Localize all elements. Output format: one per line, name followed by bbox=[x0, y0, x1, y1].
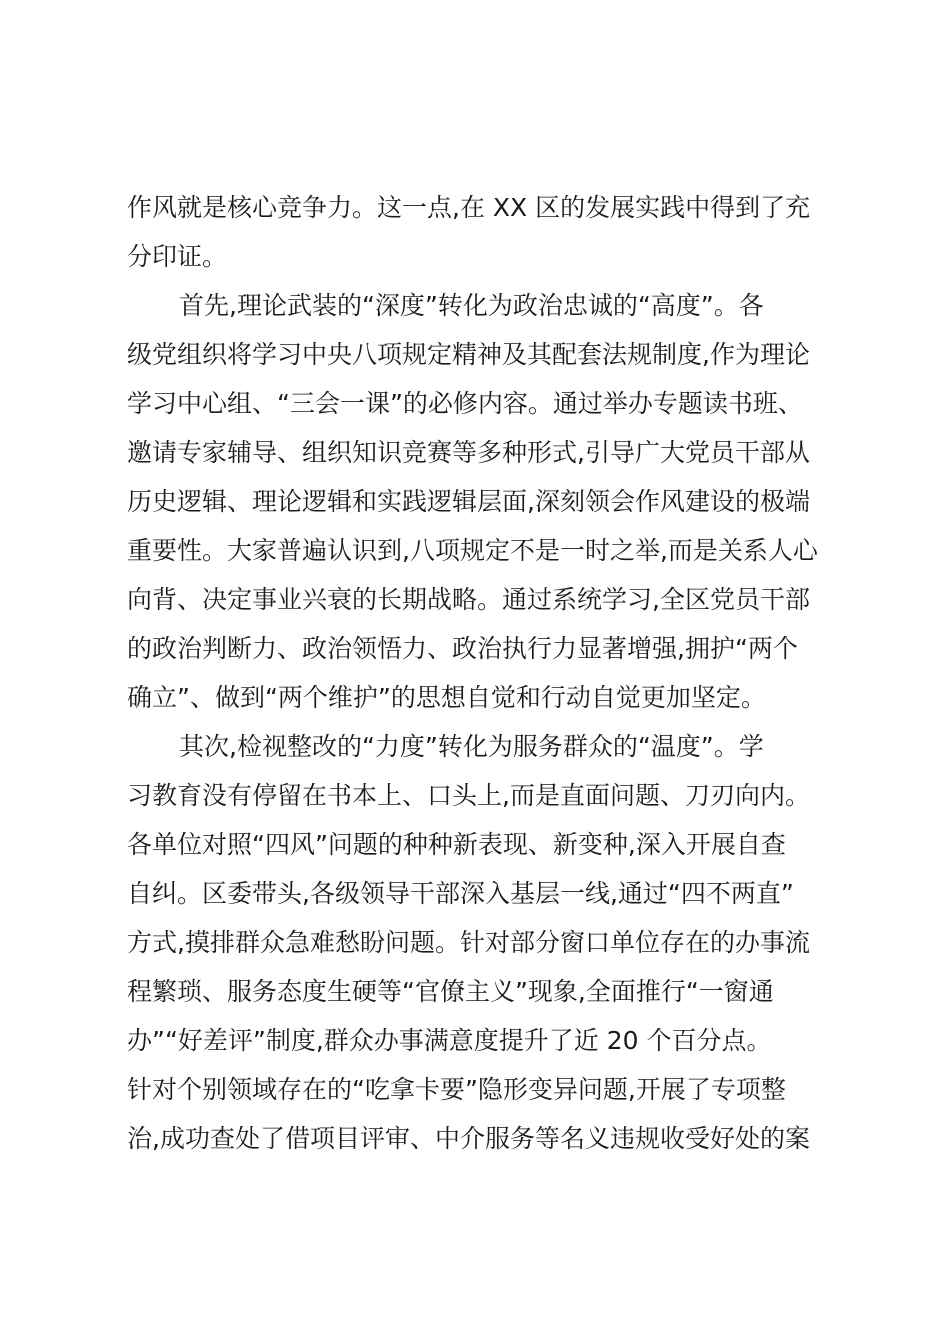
paragraph-first-line: 其次,检视整改的“力度”转化为服务群众的“温度”。学 bbox=[179, 732, 764, 761]
text-line: 方式,摸排群众急难愁盼问题。针对部分窗口单位存在的办事流 bbox=[127, 928, 810, 957]
paragraph-first-line: 首先,理论武装的“深度”转化为政治忠诚的“高度”。各 bbox=[179, 291, 764, 320]
text-line: 的政治判断力、政治领悟力、政治执行力显著增强,拥护“两个 bbox=[127, 634, 798, 663]
text-line: 级党组织将学习中央八项规定精神及其配套法规制度,作为理论 bbox=[127, 340, 810, 369]
text-line: 针对个别领域存在的“吃拿卡要”隐形变异问题,开展了专项整 bbox=[127, 1075, 786, 1104]
body-text bbox=[127, 183, 847, 1163]
text-line: 治,成功查处了借项目评审、中介服务等名义违规收受好处的案 bbox=[127, 1124, 810, 1153]
text-line: 邀请专家辅导、组织知识竞赛等多种形式,引导广大党员干部从 bbox=[127, 438, 810, 467]
text-line: 作风就是核心竞争力。这一点,在 XX 区的发展实践中得到了充 bbox=[127, 193, 811, 222]
text-line: 程繁琐、服务态度生硬等“官僚主义”现象,全面推行“一窗通 bbox=[127, 977, 774, 1006]
text-line: 分印证。 bbox=[127, 242, 228, 271]
text-line: 历史逻辑、理论逻辑和实践逻辑层面,深刻领会作风建设的极端 bbox=[127, 487, 810, 516]
text-line: 办”“好差评”制度,群众办事满意度提升了近 20 个百分点。 bbox=[127, 1026, 772, 1055]
text-line: 自纠。区委带头,各级领导干部深入基层一线,通过“四不两直” bbox=[127, 879, 794, 908]
text-line: 习教育没有停留在书本上、口头上,而是直面问题、刀刃向内。 bbox=[127, 781, 810, 810]
text-line: 各单位对照“四风”问题的种种新表现、新变种,深入开展自查 bbox=[127, 830, 786, 859]
text-line: 重要性。大家普遍认识到,八项规定不是一时之举,而是关系人心 bbox=[127, 536, 818, 565]
text-line: 确立”、做到“两个维护”的思想自觉和行动自觉更加坚定。 bbox=[127, 683, 766, 712]
text-line: 向背、决定事业兴衰的长期战略。通过系统学习,全区党员干部 bbox=[127, 585, 810, 614]
text-line: 学习中心组、“三会一课”的必修内容。通过举办专题读书班、 bbox=[127, 389, 803, 418]
